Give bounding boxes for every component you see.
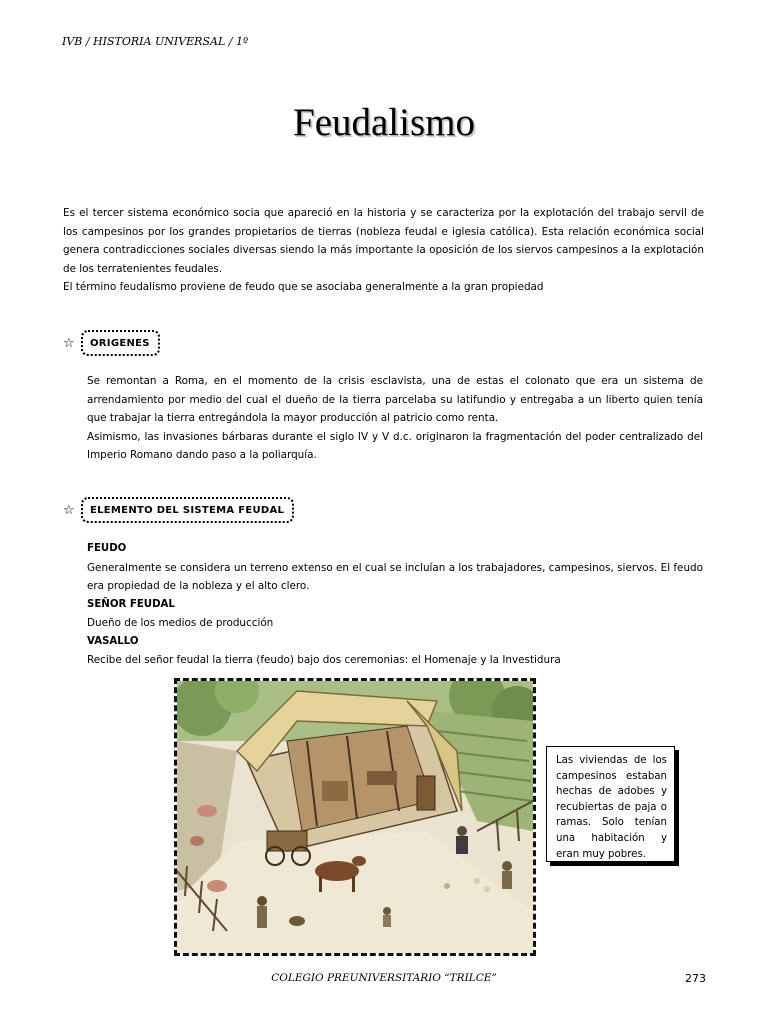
elemento-heading [63, 497, 294, 523]
origenes-text [87, 372, 703, 465]
intro-paragraph: Es el tercer sistema económico socia que apareció en la historia y se caracteriza por la explotación del trabajo servil de los campesinos por los grandes propietarios de tierras (nobleza feudal e iglesia católica). Esta relación económica social genera contradicciones sociales diversas siendo la más importante la oposición de los siervos campesinos a la explotación de los terratenientes feudales. [63, 207, 704, 275]
definition-vasallo: Recibe del señor feudal la tierra (feudo) bajo dos ceremonias: el Homenaje y la Investidura [87, 654, 561, 666]
house-scene-image [177, 681, 533, 953]
term-feudo: FEUDO [87, 543, 127, 554]
star-outline-icon: ☆ [63, 335, 75, 351]
section-label: ELEMENTO DEL SISTEMA FEUDAL [81, 497, 294, 523]
footer-institution: COLEGIO PREUNIVERSITARIO “TRILCE” [271, 972, 497, 984]
caption-text: Las viviendas de los campesinos estaban hechas de adobes y recubiertas de paja o ramas. Solo tenían una habitación y eran muy pobres. [556, 755, 667, 860]
illustration-caption [546, 746, 675, 862]
star-outline-icon: ☆ [63, 502, 75, 518]
definition-feudo: Generalmente se considera un terreno extenso en el cual se incluían a los trabajadores, campesinos, siervos. El feudo era propiedad de la nobleza y el alto clero. [87, 561, 703, 592]
intro-section [63, 204, 704, 297]
page-number: 273 [685, 972, 706, 985]
definition-senor-feudal: Dueño de los medios de producción [87, 617, 274, 629]
peasant-house-illustration [174, 678, 536, 956]
course-header: IVB / HISTORIA UNIVERSAL / 1º [62, 35, 249, 48]
origenes-heading [63, 330, 160, 356]
origenes-paragraph: Asimismo, las invasiones bárbaras durante el siglo IV y V d.c. originaron la fragmentación del poder centralizado del Imperio Romano dando paso a la poliarquía. [87, 430, 703, 461]
intro-paragraph: El término feudalismo proviene de feudo que se asociaba generalmente a la gran propiedad [63, 281, 544, 293]
term-vasallo: VASALLO [87, 635, 139, 647]
section-label: ORIGENES [81, 330, 160, 356]
term-senor-feudal: SEÑOR FEUDAL [87, 598, 175, 610]
page-title: Feudalismo [293, 101, 475, 144]
origenes-paragraph: Se remontan a Roma, en el momento de la crisis esclavista, una de estas el colonato que era un sistema de arrendamiento por medio del cual el dueño de la tierra parcelaba su latifundio y entregaba a un liberto quien tenía que trabajar la tierra entregándola la mayor producción al patricio como renta. [87, 375, 703, 424]
elemento-list [87, 540, 703, 670]
